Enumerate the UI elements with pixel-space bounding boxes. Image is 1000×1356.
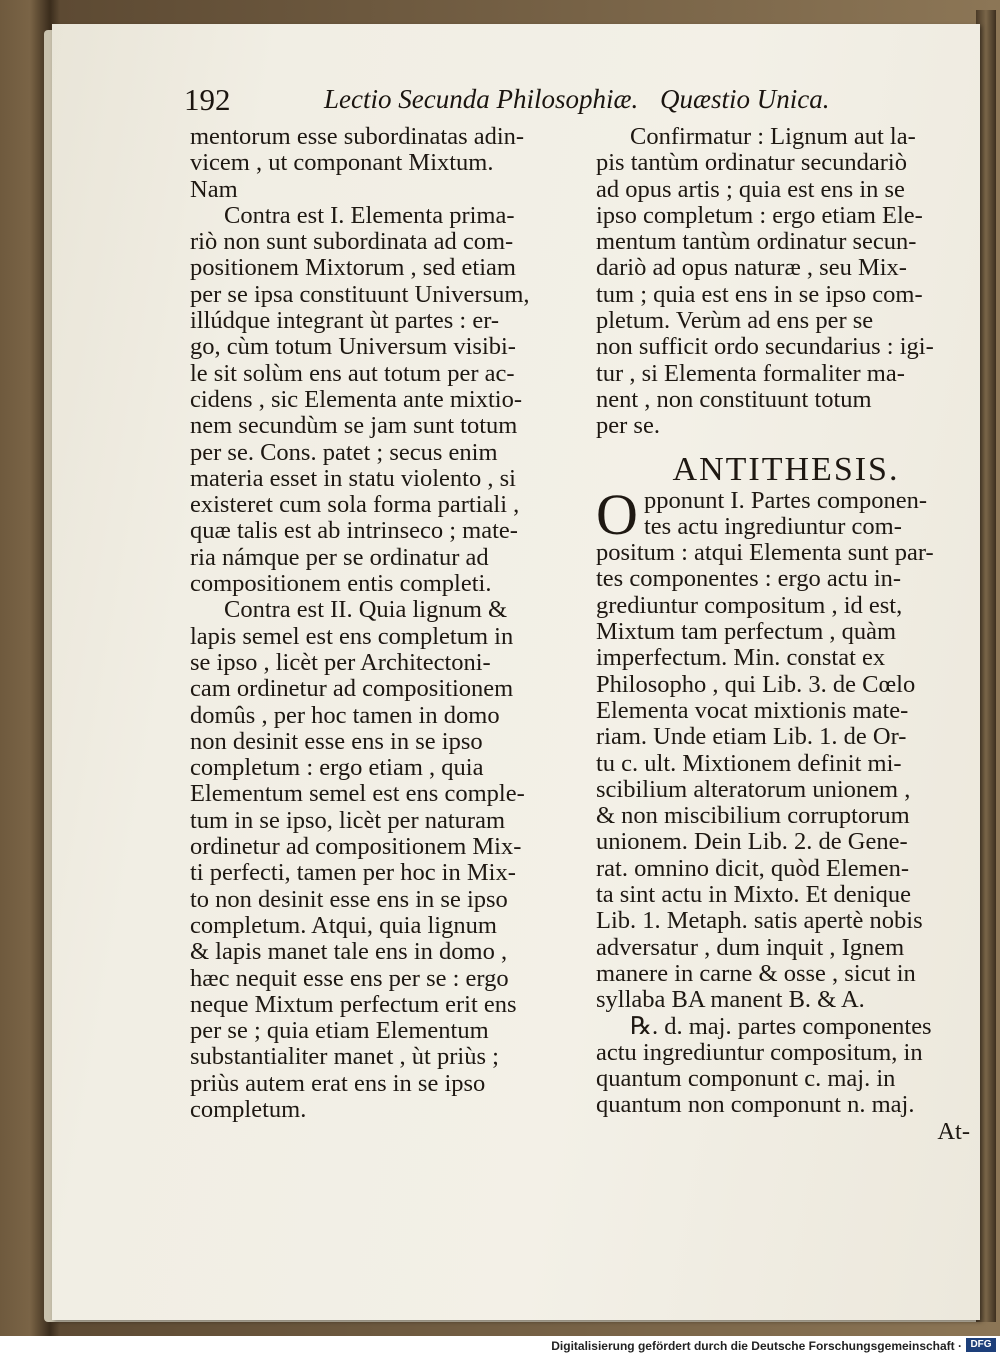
digitization-credit: Digitalisierung gefördert durch die Deutsche Forschungsgemeinschaft · xyxy=(551,1339,962,1353)
text-line: riam. Unde etiam Lib. 1. de Or- xyxy=(596,723,907,751)
text-line: tum ; quia est ens in se ipso com- xyxy=(596,280,923,308)
running-title-left: Lectio Secunda Philosophiæ. xyxy=(324,84,639,114)
text-line: vicem , ut componant Mixtum. xyxy=(190,149,494,177)
text-line: completum : ergo etiam , quia xyxy=(190,754,484,782)
text-line: Nam xyxy=(190,175,238,203)
text-line: Confirmatur : Lignum aut la- xyxy=(630,123,916,150)
text-line: positum : atqui Elementa sunt par- xyxy=(596,539,934,567)
text-line: to non desinit esse ens in se ipso xyxy=(190,885,508,913)
text-line: Elementum semel est ens comple- xyxy=(190,780,525,808)
text-line: Contra est I. Elementa prima- xyxy=(224,201,515,229)
text-line: le sit solùm ens aut totum per ac- xyxy=(190,359,515,387)
text-line: per se. Cons. patet ; secus enim xyxy=(190,438,498,466)
text-line: nem secundùm se jam sunt totum xyxy=(190,412,518,440)
text-line: cam ordinetur ad compositionem xyxy=(190,675,514,703)
text-line: ipso completum : ergo etiam Ele- xyxy=(596,201,923,229)
text-line: hæc nequit esse ens per se : ergo xyxy=(190,964,509,992)
drop-cap-lines xyxy=(596,488,976,541)
dfg-logo: DFG xyxy=(966,1338,996,1352)
text-line: imperfectum. Min. constat ex xyxy=(596,644,886,672)
right-text-column xyxy=(596,124,976,1145)
text-line: dariò ad opus naturæ , seu Mix- xyxy=(596,254,907,282)
text-line: pponunt I. Partes componen- xyxy=(644,486,928,514)
text-line: ria námque per se ordinatur ad xyxy=(190,543,489,571)
text-line: ordinetur ad compositionem Mix- xyxy=(190,833,522,861)
text-line: pletum. Verùm ad ens per se xyxy=(596,307,874,335)
text-line: existeret cum sola forma partiali , xyxy=(190,491,520,519)
text-line: se ipso , licèt per Architectoni- xyxy=(190,648,491,676)
text-line: materia esset in statu violento , si xyxy=(190,464,516,492)
left-text-column xyxy=(190,124,580,1123)
text-line: compositionem entis completi. xyxy=(190,570,492,598)
drop-cap: O xyxy=(596,481,638,547)
text-line: adversatur , dum inquit , Ignem xyxy=(596,933,905,961)
catchword: At- xyxy=(937,1117,970,1145)
text-line: tes componentes : ergo actu in- xyxy=(596,565,902,593)
text-line: scibilium alteratorum unionem , xyxy=(596,775,911,803)
text-line: nent , non constituunt totum xyxy=(596,385,872,413)
text-line: & lapis manet tale ens in domo , xyxy=(190,938,508,966)
text-line: grediuntur compositum , id est, xyxy=(596,591,903,619)
text-line: riò non sunt subordinata ad com- xyxy=(190,228,514,256)
text-line: cidens , sic Elementa ante mixtio- xyxy=(190,385,523,413)
text-line: completum. xyxy=(190,1095,307,1123)
text-line: ta sint actu in Mixto. Et denique xyxy=(596,881,912,909)
text-line: tu c. ult. Mixtionem definit mi- xyxy=(596,749,902,777)
text-line: ti perfecti, tamen per hoc in Mix- xyxy=(190,859,516,887)
text-line: lapis semel est ens completum in xyxy=(190,622,514,650)
text-line: tum in se ipso, licèt per naturam xyxy=(190,806,506,834)
text-line: domûs , per hoc tamen in domo xyxy=(190,701,500,729)
text-line: quantum componunt c. maj. in xyxy=(596,1065,896,1093)
text-line: substantialiter manet , ùt priùs ; xyxy=(190,1043,499,1071)
text-line: quæ talis est ab intrinseco ; mate- xyxy=(190,517,518,545)
text-line: quantum non componunt n. maj. xyxy=(596,1091,915,1119)
text-line: illúdque integrant ùt partes : er- xyxy=(190,307,500,335)
text-line: per se ; quia etiam Elementum xyxy=(190,1017,489,1045)
running-header xyxy=(184,82,984,122)
text-line: mentorum esse subordinatas adin- xyxy=(190,123,525,150)
antithesis-opening xyxy=(596,481,976,547)
text-line: unionem. Dein Lib. 2. de Gene- xyxy=(596,828,908,856)
text-line: tur , si Elementa formaliter ma- xyxy=(596,359,905,387)
page-number: 192 xyxy=(184,82,231,117)
text-line: syllaba BA manent B. & A. xyxy=(596,986,865,1014)
text-line: mentum tantùm ordinatur secun- xyxy=(596,228,917,256)
text-line: non sufficit ordo secundarius : igi- xyxy=(596,333,934,361)
text-line: Contra est II. Quia lignum & xyxy=(224,596,508,624)
text-line: pis tantùm ordinatur secundariò xyxy=(596,149,907,177)
text-line: Lib. 1. Metaph. satis apertè nobis xyxy=(596,907,923,935)
text-line: positionem Mixtorum , sed etiam xyxy=(190,254,516,282)
text-line: neque Mixtum perfectum erit ens xyxy=(190,990,517,1018)
text-line: & non miscibilium corruptorum xyxy=(596,802,910,830)
text-line: go, cùm totum Universum visibi- xyxy=(190,333,516,361)
text-line: Mixtum tam perfectum , quàm xyxy=(596,618,897,646)
text-line: non desinit esse ens in se ipso xyxy=(190,727,483,755)
text-line: priùs autem erat ens in se ipso xyxy=(190,1069,486,1097)
running-title-right: Quæstio Unica. xyxy=(660,84,830,114)
text-line: rat. omnino dicit, quòd Elemen- xyxy=(596,854,909,882)
text-line: per se. xyxy=(596,412,660,440)
text-line: Philosopho , qui Lib. 3. de Cœlo xyxy=(596,670,916,698)
text-line: ad opus artis ; quia est ens in se xyxy=(596,175,905,203)
confirmatur-paragraph xyxy=(596,124,976,440)
text-line: manere in carne & osse , sicut in xyxy=(596,959,916,987)
text-line: Elementa vocat mixtionis mate- xyxy=(596,696,909,724)
text-line: tes actu ingrediuntur com- xyxy=(644,512,902,540)
antithesis-paragraph xyxy=(596,540,976,1119)
text-line: actu ingrediuntur compositum, in xyxy=(596,1038,923,1066)
section-heading: ANTITHESIS. xyxy=(672,450,900,488)
text-line: per se ipsa constituunt Universum, xyxy=(190,280,530,308)
text-line: completum. Atqui, quia lignum xyxy=(190,911,497,939)
text-line: ℞. d. maj. partes componentes xyxy=(630,1012,932,1040)
